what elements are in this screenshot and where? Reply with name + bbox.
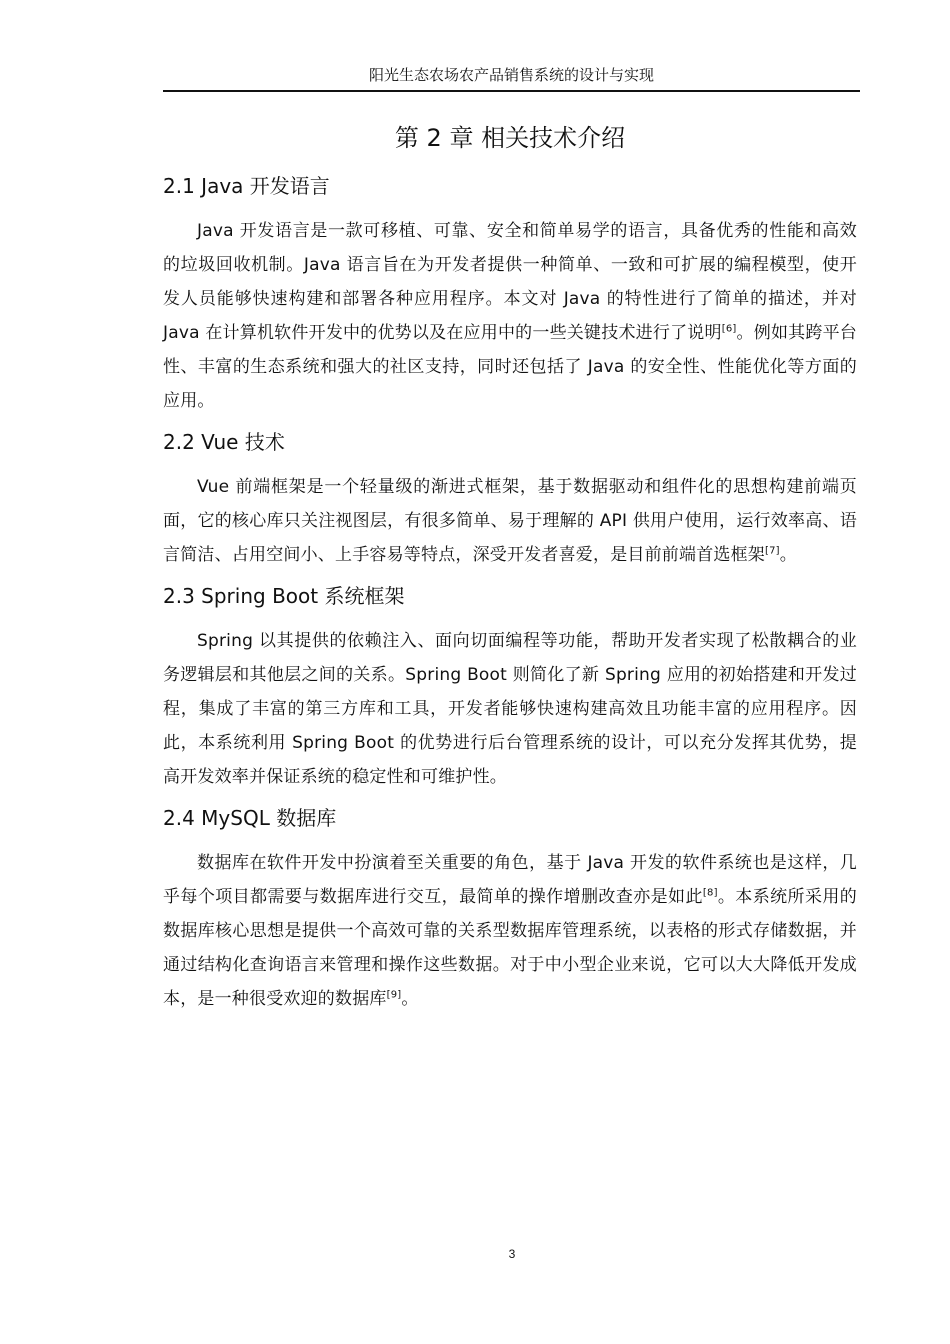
paragraph-mysql: 数据库在软件开发中扮演着至关重要的角色，基于 Java 开发的软件系统也是这样，几乎每个项目都需要与数据库进行交互，最简单的操作增删改查亦是如此[8]。本系统所采用的数据库核心思想是提供一个高效可靠的关系型数据库管理系统，以表格的形式存储数据，并通过结构化查询语言来管理和操作这些数据。对于中小型企业来说，它可以大大降低开发成本，是一种很受欢迎的数据库[9]。 <box>163 853 857 1009</box>
page-number: 3 <box>508 1247 516 1261</box>
running-header <box>163 66 860 92</box>
citation-6: [6] <box>721 323 737 335</box>
section-title-spring-boot: 2.3 Spring Boot 系统框架 <box>163 584 405 608</box>
section-vue <box>163 428 857 572</box>
section-mysql <box>163 804 857 1016</box>
section-title-mysql: 2.4 MySQL 数据库 <box>163 806 337 830</box>
paragraph-java: Java 开发语言是一款可移植、可靠、安全和简单易学的语言，具备优秀的性能和高效的垃圾回收机制。Java 语言旨在为开发者提供一种简单、一致和可扩展的编程模型，使开发人员能够快速构建和部署各种应用程序。本文对 Java 的特性进行了简单的描述，并对 Java 在计算机软件开发中的优势以及在应用中的一些关键技术进行了说明[6]。例如其跨平台性、丰富的生态系统和强大的社区支持，同时还包括了 Java 的安全性、性能优化等方面的应用。 <box>163 221 857 411</box>
section-java <box>163 172 857 418</box>
page-body <box>163 118 857 1026</box>
citation-9: [9] <box>386 989 402 1001</box>
citation-7: [7] <box>765 545 780 557</box>
section-title-java: 2.1 Java 开发语言 <box>163 174 330 198</box>
section-title-vue: 2.2 Vue 技术 <box>163 430 285 454</box>
paragraph-spring-boot: Spring 以其提供的依赖注入、面向切面编程等功能，帮助开发者实现了松散耦合的业务逻辑层和其他层之间的关系。Spring Boot 则简化了新 Spring 应用的初始搭建和开发过程，集成了丰富的第三方库和工具，开发者能够快速构建高效且功能丰富的应用程序。因此，本系统利用 Spring Boot 的优势进行后台管理系统的设计，可以充分发挥其优势，提高开发效率并保证系统的稳定性和可维护性。 <box>163 631 857 787</box>
paragraph-vue: Vue 前端框架是一个轻量级的渐进式框架，基于数据驱动和组件化的思想构建前端页面，它的核心库只关注视图层，有很多简单、易于理解的 API 供用户使用，运行效率高、语言简洁、占用空间小、上手容易等特点，深受开发者喜爱，是目前前端首选框架[7]。 <box>163 477 857 565</box>
running-header-title: 阳光生态农场农产品销售系统的设计与实现 <box>368 68 654 84</box>
chapter-title: 第 2 章 相关技术介绍 <box>394 124 626 152</box>
section-spring-boot <box>163 582 857 794</box>
citation-8: [8] <box>702 887 718 899</box>
